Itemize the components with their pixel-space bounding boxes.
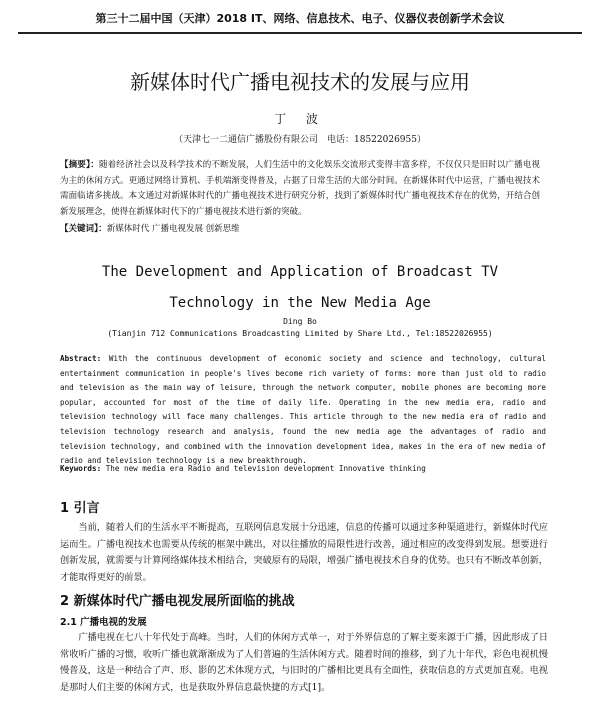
paper-title-cn: 新媒体时代广播电视技术的发展与应用 (130, 70, 470, 94)
author-cn: 丁 波 (274, 112, 326, 126)
affiliation-en: (Tianjin 712 Communications Broadcasting Limited by Share Ltd., Tel:18522026955) (107, 329, 493, 338)
keywords-en-text: The new media era Radio and television development Innovative thinking (105, 464, 426, 473)
conference-header: 第三十二届中国（天津）2018 IT、网络、信息技术、电子、仪器仪表创新学术会议 (18, 6, 582, 34)
abstract-cn-label: 【摘要】： (60, 160, 99, 170)
keywords-en (60, 464, 546, 473)
section-1-heading: 1 引言 (60, 501, 100, 516)
abstract-cn (60, 158, 540, 220)
keywords-cn (60, 222, 540, 234)
abstract-en (60, 352, 546, 469)
section-2-1-heading: 2.1 广播电视的发展 (60, 617, 147, 628)
abstract-en-label: Abstract: (60, 354, 102, 363)
paper-title-en (0, 257, 600, 319)
affiliation-cn: （天津七一二通信广播股份有限公司 电话：18522026955） (174, 135, 426, 145)
author-en: Ding Bo (283, 317, 317, 326)
section-1-paragraph: 当前，随着人们的生活水平不断提高，互联网信息发展十分迅速，信息的传播可以通过多种渠道进行，新媒体时代应运而生。广播电视技术也需要从传统的框架中跳出，对以往播放的局限性进行改善，通过相应的改变得到发展。想要进行创新发展，就需要与计算网络媒体技术相结合，突破原有的局限，增强广播电视技术自身的优势。也只有不断改革创新，才能取得更好的前景。 (60, 522, 548, 583)
abstract-en-text: With the continuous development of economic society and science and technology, cultural entertainment communication in people's lives become rich variety of forms: more than just old to radio and television as the main way of leisure, through the network computer, mobile phones are becoming more popular, accounted for most of the time of daily life. Operating in the new media era, radio and television technology will face many challenges. This article through to the new media era of radio and television technology research and analysis, found the new media age the advantages of radio and television technology, and combined with the innovation development idea, makes in the era of new media of radio and television technology is a new breakthrough. (60, 354, 546, 466)
paper-title-en-line: The Development and Application of Broadcast TV (101, 264, 499, 280)
section-2-heading: 2 新媒体时代广播电视发展所面临的挑战 (60, 594, 295, 609)
abstract-cn-text: 随着经济社会以及科学技术的不断发展，人们生活中的文化娱乐交流形式变得丰富多样，不仅仅只是旧时以广播电视为主的休闲方式。更通过网络计算机、手机端渐变得普及，占据了日常生活的大部分时间。在新媒体时代中运营，广播电视技术需面临诸多挑战。本文通过对新媒体时代的广播电视技术进行研究分析，找到了新媒体时代广播电视技术存在的优势，开结合创新发展理念，使得在新媒体时代下的广播电视技术进行新的突破。 (60, 160, 540, 217)
keywords-en-label: Keywords: (60, 464, 102, 473)
keywords-cn-text: 新媒体时代 广播电视发展 创新思维 (106, 224, 240, 234)
paper-title-en-line: Technology in the New Media Age (169, 295, 431, 311)
section-2-1-paragraph: 广播电视在七八十年代处于高峰。当时，人们的休闲方式单一，对于外界信息的了解主要来源于广播，因此形成了日常收听广播的习惯，收听广播也就渐渐成为了人们普遍的生活休闲方式。随着时间的推移，到了九十年代，彩色电视机慢慢普及，这是一种结合了声、形、影的艺术体现方式，与旧时的广播相比更具有全面性，获取信息的方式更加直观。电视是那时人们主要的休闲方式，也是获取外界信息最快捷的方式[1]。 (60, 632, 548, 693)
keywords-cn-label: 【关键词】： (60, 224, 107, 234)
